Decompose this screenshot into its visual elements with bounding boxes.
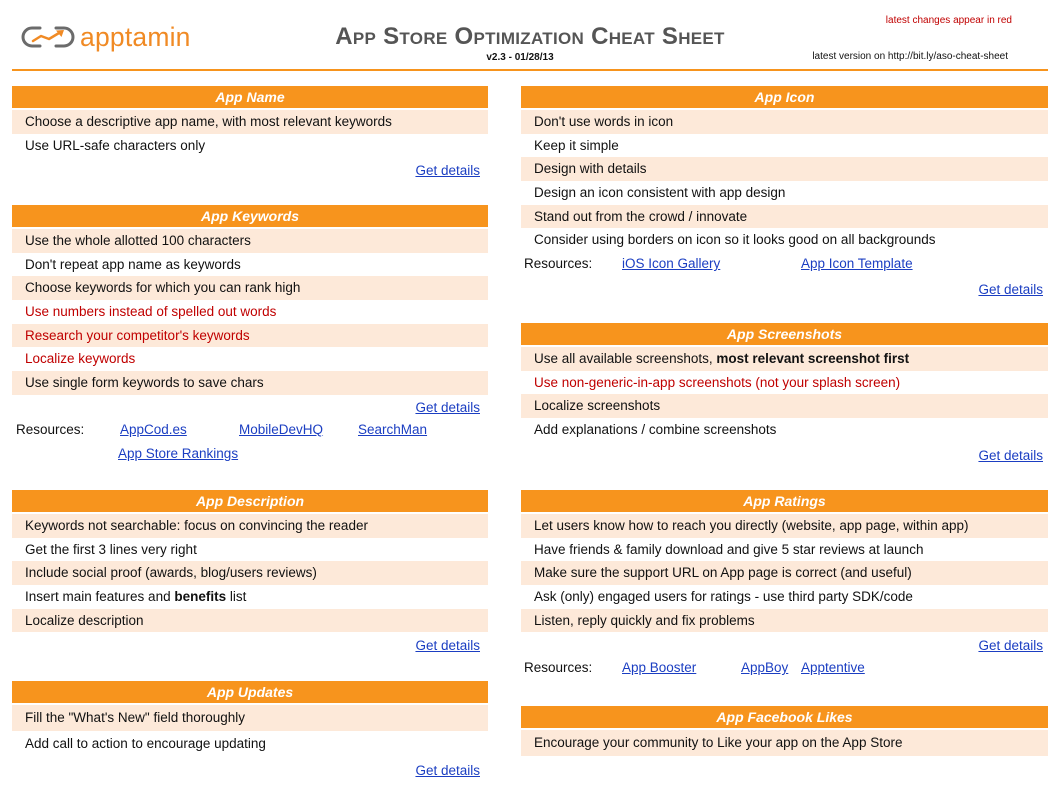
app-screenshots-item: Use non-generic-in-app screenshots (not your splash screen) [534,374,901,390]
keywords-resources-label: Resources: [16,422,85,437]
app-icon-item: Stand out from the crowd / innovate [521,205,1048,229]
app-keywords-item: Localize keywords [25,351,136,367]
app-ratings-item: Have friends & family download and give 5 star reviews at launch [534,541,924,557]
item-bold-text: benefits [174,589,227,605]
app-ratings-item: Listen, reply quickly and fix problems [521,609,1048,633]
section-app-icon [521,86,1048,252]
app-keywords-details-link[interactable]: Get details [415,400,480,415]
item-bold-text: most relevant screenshot first [716,351,910,366]
app-updates-item: Add call to action to encourage updating [25,735,266,751]
app-screenshots-details-link[interactable]: Get details [978,448,1043,463]
app-keywords-item: Use numbers instead of spelled out words [25,304,277,320]
section-header-app-keywords: App Keywords [12,205,488,227]
changes-note: latest changes appear in red [885,15,1012,26]
header-divider [12,69,1048,71]
resource-link-ios-icon-gallery[interactable]: iOS Icon Gallery [622,256,721,271]
ratings-resources-label: Resources: [524,660,593,675]
app-updates-details-link[interactable]: Get details [415,763,480,778]
app-name-item: Choose a descriptive app name, with most relevant keywords [12,110,488,134]
app-name-details-link[interactable]: Get details [415,163,480,178]
app-icon-item: Design with details [521,157,1048,181]
app-icon-item: Don't use words in icon [521,110,1048,134]
resource-link-appcodes[interactable]: AppCod.es [120,422,187,437]
latest-version-note: latest version on http://bit.ly/aso-cheat-sheet [812,51,1008,62]
app-ratings-item: Ask (only) engaged users for ratings - use third party SDK/code [534,589,913,605]
resource-link-appboy[interactable]: AppBoy [741,660,789,675]
app-description-item: Localize description [12,609,488,633]
section-header-app-screenshots: App Screenshots [521,323,1048,345]
app-icon-item: Keep it simple [534,137,619,153]
app-ratings-item: Let users know how to reach you directly (website, app page, within app) [521,514,1048,538]
app-screenshots-item: Add explanations / combine screenshots [534,422,777,438]
section-app-description [12,490,488,632]
section-app-name [12,86,488,157]
chain-link-growth-icon [20,25,76,49]
app-description-item: Get the first 3 lines very right [25,541,197,557]
app-icon-details-link[interactable]: Get details [978,282,1043,297]
section-header-app-icon: App Icon [521,86,1048,108]
app-description-item: Keywords not searchable: focus on convincing the reader [12,514,488,538]
item-text: list [226,589,247,605]
app-icon-item: Consider using borders on icon so it looks good on all backgrounds [534,232,936,248]
app-keywords-item: Use single form keywords to save chars [12,371,488,395]
icon-resources-label: Resources: [524,256,593,271]
item-text: Use all available screenshots, [534,351,717,366]
item-text: Insert main features and [25,589,175,605]
page-title: App Store Optimization Cheat Sheet [335,23,725,50]
app-keywords-item: Use the whole allotted 100 characters [12,229,488,253]
app-icon-item: Design an icon consistent with app design [534,185,786,201]
section-app-keywords [12,205,488,395]
section-app-screenshots [521,323,1048,442]
section-header-app-updates: App Updates [12,681,488,703]
resource-link-app-icon-template[interactable]: App Icon Template [801,256,913,271]
app-ratings-item: Make sure the support URL on App page is correct (and useful) [521,561,1048,585]
section-header-app-ratings: App Ratings [521,490,1048,512]
app-screenshots-item [521,347,1048,371]
app-updates-item: Fill the "What's New" field thoroughly [12,705,488,731]
app-ratings-details-link[interactable]: Get details [978,638,1043,653]
app-screenshots-item: Localize screenshots [521,394,1048,418]
app-keywords-item: Don't repeat app name as keywords [25,256,241,272]
logo-text: apptamin [80,22,191,52]
section-header-app-facebook-likes: App Facebook Likes [521,706,1048,728]
app-keywords-item: Choose keywords for which you can rank high [12,276,488,300]
app-description-item [12,585,488,609]
section-header-app-name: App Name [12,86,488,108]
apptamin-logo[interactable] [20,22,191,52]
app-name-item: Use URL-safe characters only [25,137,206,153]
app-facebook-likes-item: Encourage your community to Like your app on the App Store [521,730,1048,756]
app-keywords-item: Research your competitor's keywords [12,324,488,348]
section-header-app-description: App Description [12,490,488,512]
app-description-item: Include social proof (awards, blog/users reviews) [12,561,488,585]
resource-link-app-store-rankings[interactable]: App Store Rankings [118,446,239,461]
resource-link-apptentive[interactable]: Apptentive [801,660,865,675]
section-app-facebook-likes [521,706,1048,756]
section-app-updates [12,681,488,756]
resource-link-app-booster[interactable]: App Booster [622,660,697,675]
version-date: v2.3 - 01/28/13 [486,52,554,63]
app-description-details-link[interactable]: Get details [415,638,480,653]
resource-link-mobiledevhq[interactable]: MobileDevHQ [239,422,324,437]
resource-link-searchman[interactable]: SearchMan [358,422,428,437]
section-app-ratings [521,490,1048,632]
